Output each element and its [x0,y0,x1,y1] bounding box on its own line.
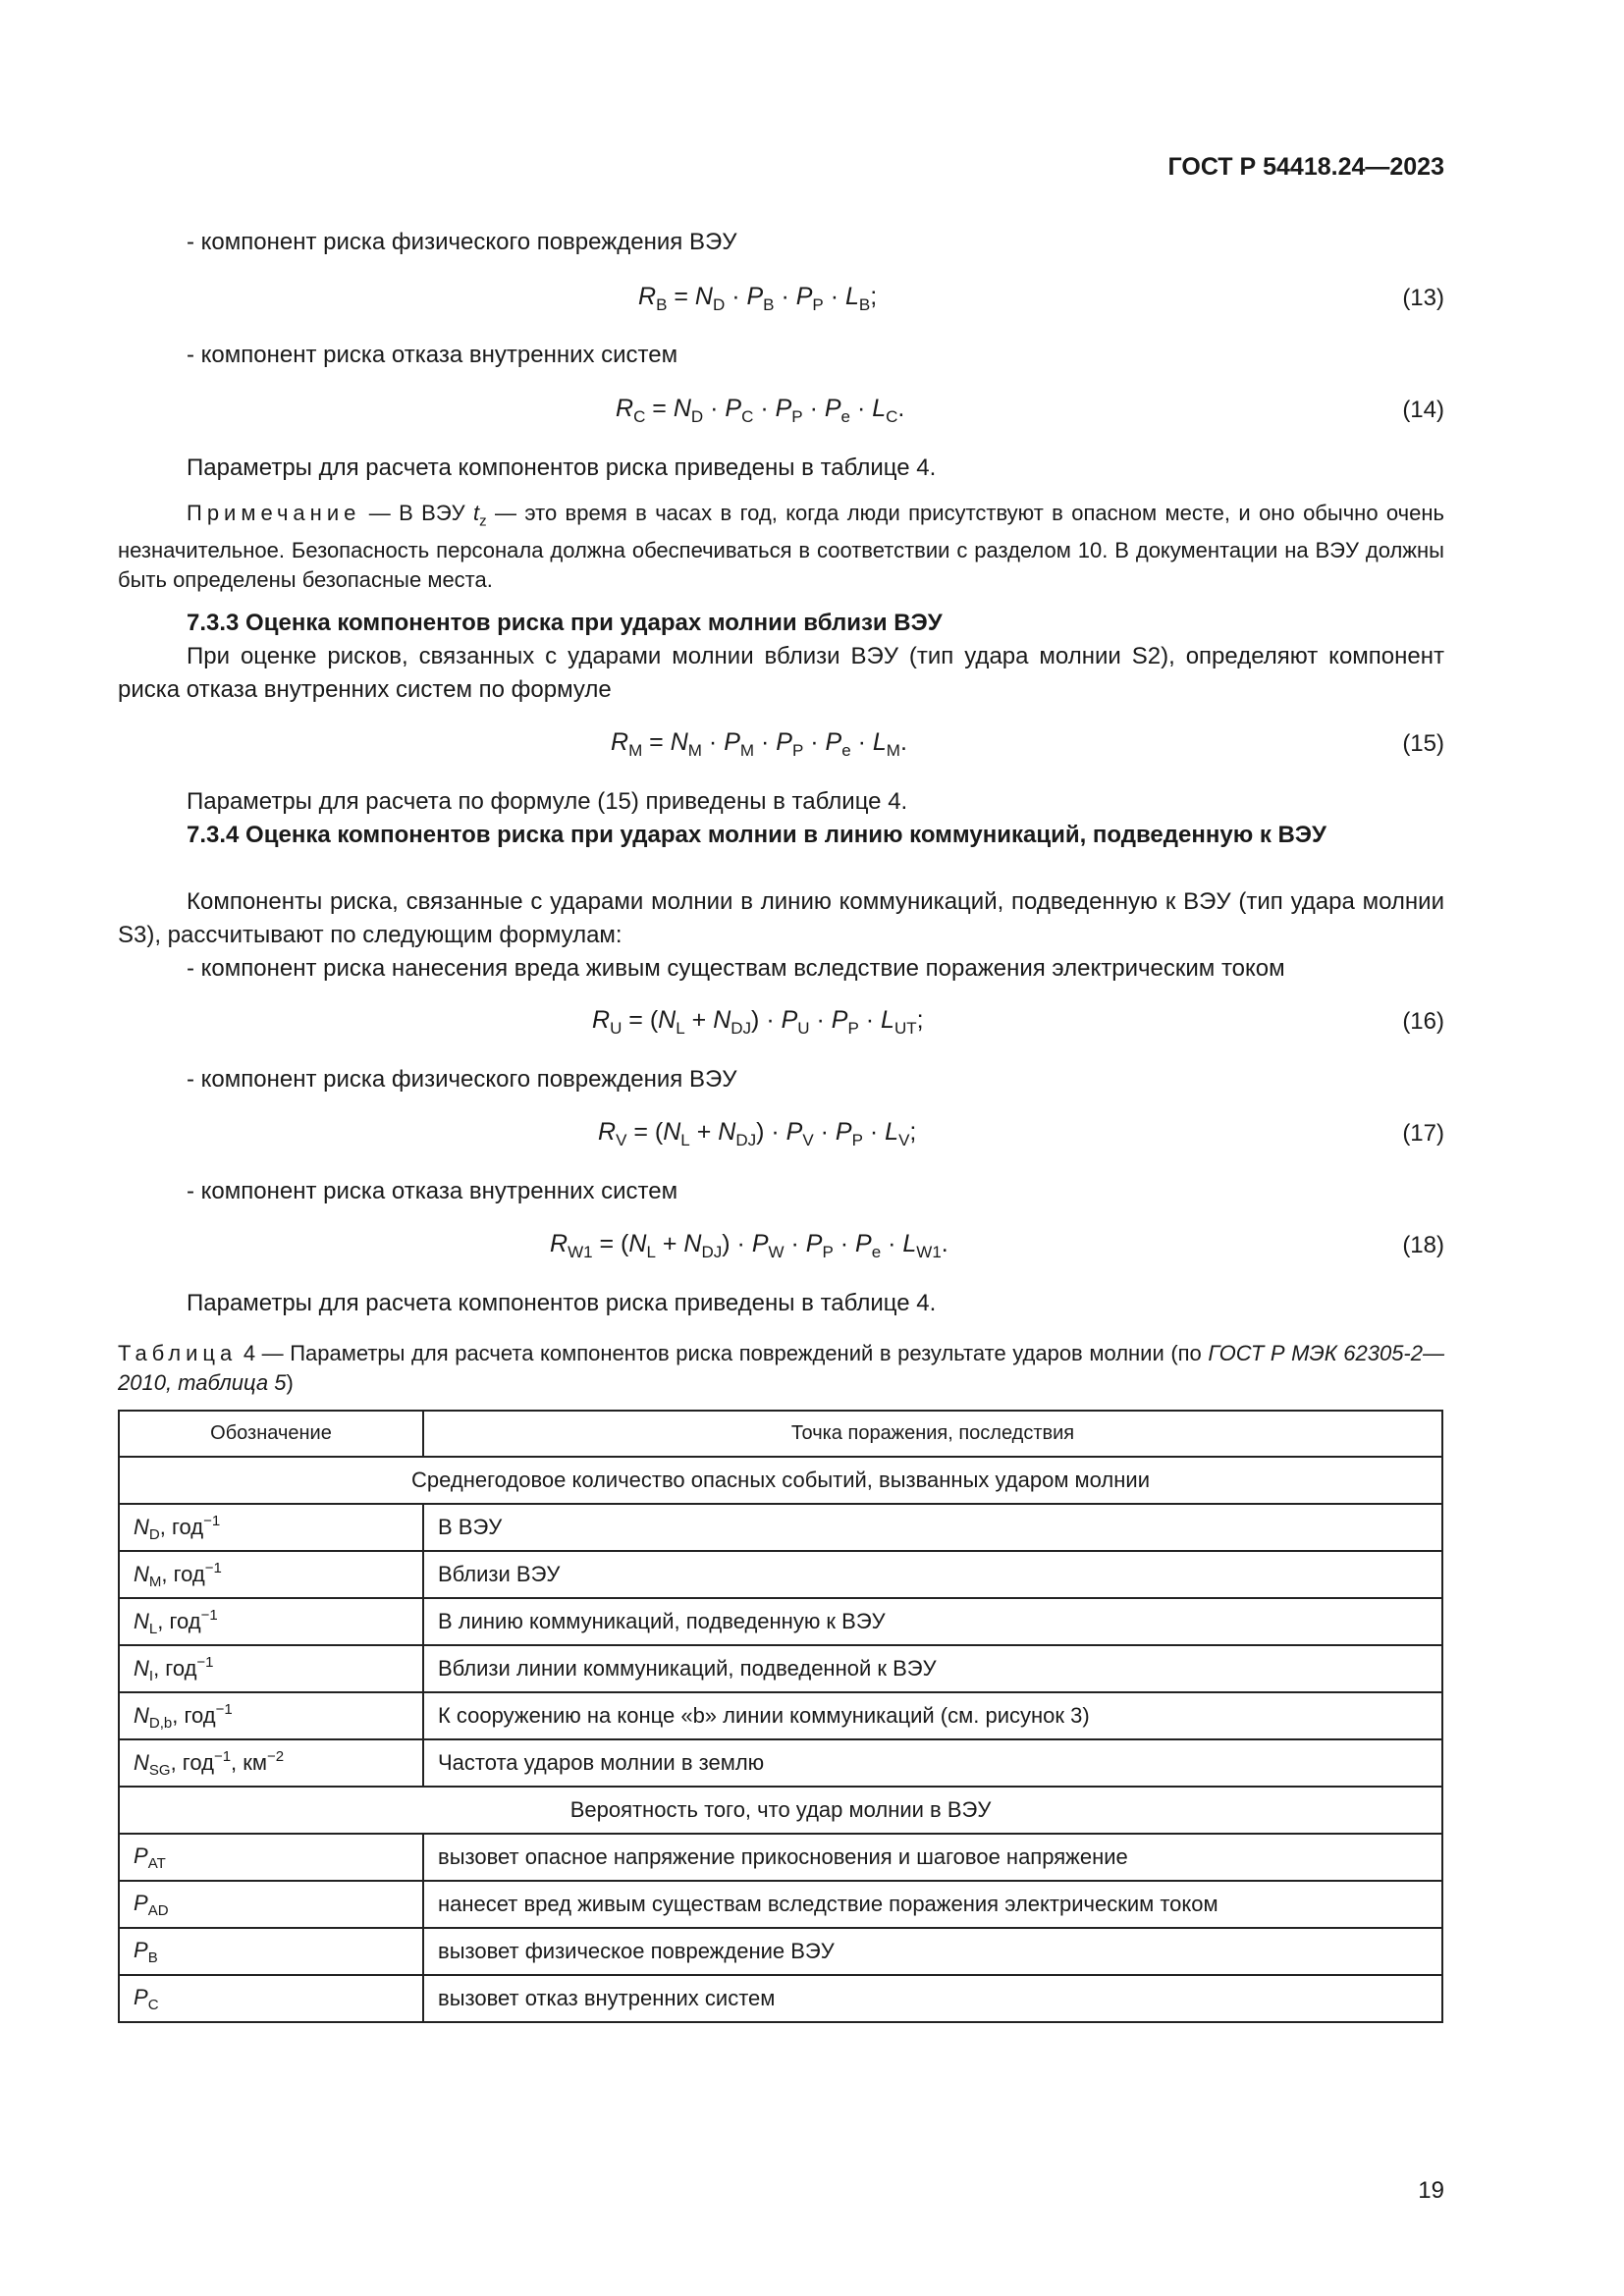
note-label: Примечание [187,501,361,525]
note-text-b: — это время в часах в год, когда люди присутствуют в опасном месте, и оно обычно очень незначительное. Безопасность персонала должна обеспечиваться в соответствии с разделом 10. В документации на ВЭУ должны быть определены безопасные места. [118,501,1444,593]
text-params-table4-2: Параметры для расчета компонентов риска приведены в таблице 4. [187,1290,937,1316]
table-caption-text: 4 — Параметры для расчета компонентов риска повреждений в результате ударов молнии (по [237,1341,1209,1365]
table-section-events: Среднегодовое количество опасных событий, вызванных ударом молнии [119,1457,1442,1504]
table-row [119,1834,1442,1881]
formula-number-13: (13) [1402,285,1444,311]
table-section-row [119,1457,1442,1504]
table-cell-symbol: $P_{AT}$ [119,1834,423,1881]
text-params-formula15: Параметры для расчета по формуле (15) приведены в таблице 4. [187,788,908,815]
text-item-internal-failure-2: - компонент риска отказа внутренних систем [187,1178,678,1204]
table-cell-symbol: $N_M$, год$^{-1}$ [119,1551,423,1598]
formula-15: $R_M = N_M \cdot P_M \cdot P_P \cdot P_e \cdot L_M$. [611,728,907,760]
table-cell-desc: Вблизи линии коммуникаций, подведенной к ВЭУ [423,1645,1442,1692]
table-caption-label: Таблица [118,1341,238,1365]
formula-14: $R_C = N_D \cdot P_C \cdot P_P \cdot P_e \cdot L_C$. [616,395,905,426]
formula-number-17: (17) [1402,1120,1444,1147]
table-row [119,1504,1442,1551]
text-item-electric-shock: - компонент риска нанесения вреда живым существам вследствие поражения электрическим током [187,955,1285,982]
table-cell-desc: нанесет вред живым существам вследствие поражения электрическим током [423,1881,1442,1928]
table-row [119,1928,1442,1975]
text-item-physical-damage-2: - компонент риска физического повреждения ВЭУ [187,1066,737,1093]
heading-7-3-4: 7.3.4 Оценка компонентов риска при ударах молнии в линию коммуникаций, подведенную к ВЭУ [187,822,1326,848]
table-cell-symbol: $N_L$, год$^{-1}$ [119,1598,423,1645]
table-section-probability: Вероятность того, что удар молнии в ВЭУ [119,1787,1442,1834]
table-cell-desc: вызовет отказ внутренних систем [423,1975,1442,2022]
table-header-designation: Обозначение [119,1411,423,1457]
table-cell-symbol: $P_C$ [119,1975,423,2022]
text-item-physical-damage: - компонент риска физического повреждения ВЭУ [187,229,737,255]
formula-13: $R_B = N_D \cdot P_B \cdot P_P \cdot L_B$; [638,283,878,314]
table-cell-desc: вызовет опасное напряжение прикосновения и шаговое напряжение [423,1834,1442,1881]
table-4 [118,1410,1443,2023]
table-cell-desc: В ВЭУ [423,1504,1442,1551]
table-header-point: Точка поражения, последствия [423,1411,1442,1457]
table-row [119,1881,1442,1928]
table-cell-symbol: $P_{AD}$ [119,1881,423,1928]
page-number: 19 [1418,2177,1444,2204]
formula-18: $R_{W1} = (N_L + N_{DJ}) \cdot P_W \cdot P_P \cdot P_e \cdot L_{W1}$. [550,1230,948,1261]
table-row [119,1645,1442,1692]
table-cell-symbol: $N_{D,b}$, год$^{-1}$ [119,1692,423,1739]
table-cell-desc: Вблизи ВЭУ [423,1551,1442,1598]
document-id: ГОСТ Р 54418.24—2023 [1167,153,1444,181]
table-header-row [119,1411,1442,1457]
table-row [119,1551,1442,1598]
note-sub: z [479,512,487,530]
paragraph-7-3-4: Компоненты риска, связанные с ударами молнии в линию коммуникаций, подведенную к ВЭУ (тип удара молнии S3), рассчитывают по следующим формулам: [118,888,1444,948]
paragraph-7-3-3: При оценке рисков, связанных с ударами молнии вблизи ВЭУ (тип удара молнии S2), определяют компонент риска отказа внутренних систем по формуле [118,643,1444,703]
text-item-internal-failure: - компонент риска отказа внутренних систем [187,342,678,368]
heading-7-3-3: 7.3.3 Оценка компонентов риска при ударах молнии вблизи ВЭУ [187,610,943,636]
table-cell-symbol: $N_I$, год$^{-1}$ [119,1645,423,1692]
table-cell-desc: В линию коммуникаций, подведенную к ВЭУ [423,1598,1442,1645]
formula-number-14: (14) [1402,397,1444,423]
formula-16: $R_U = (N_L + N_{DJ}) \cdot P_U \cdot P_P \cdot L_{UT}$; [592,1006,924,1038]
formula-number-15: (15) [1402,730,1444,757]
table-caption [118,1339,1444,1398]
note [118,499,1444,595]
table-section-row [119,1787,1442,1834]
table-row [119,1975,1442,2022]
table-cell-desc: К сооружению на конце «b» линии коммуникаций (см. рисунок 3) [423,1692,1442,1739]
table-caption-close: ) [286,1370,294,1395]
formula-17: $R_V = (N_L + N_{DJ}) \cdot P_V \cdot P_P \cdot L_V$; [598,1118,917,1149]
table-cell-symbol: $P_B$ [119,1928,423,1975]
text-params-table4: Параметры для расчета компонентов риска приведены в таблице 4. [187,454,937,481]
formula-number-16: (16) [1402,1008,1444,1035]
table-cell-symbol: $N_D$, год$^{-1}$ [119,1504,423,1551]
table-cell-desc: вызовет физическое повреждение ВЭУ [423,1928,1442,1975]
table-cell-symbol: $N_{SG}$, год$^{-1}$, $км^{-2}$ [119,1739,423,1787]
formula-number-18: (18) [1402,1232,1444,1258]
table-row [119,1739,1442,1787]
table-cell-desc: Частота ударов молнии в землю [423,1739,1442,1787]
note-text-a: — В ВЭУ [360,501,473,525]
table-caption-ref: ГОСТ Р МЭК 62305-2—2010, таблица 5 [118,1341,1444,1395]
table-row [119,1598,1442,1645]
note-var: t [473,501,480,525]
table-row [119,1692,1442,1739]
